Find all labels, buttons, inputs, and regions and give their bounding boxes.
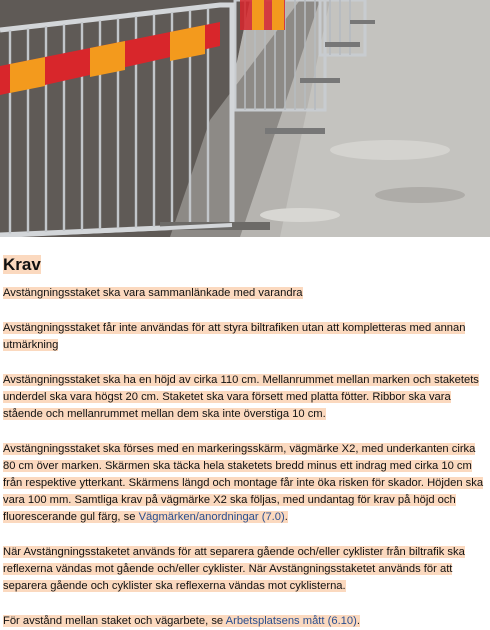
requirement-paragraph: För avstånd mellan staket och vägarbete, se Arbetsplatsens mått (6.10). bbox=[3, 615, 360, 627]
section-heading: Krav bbox=[3, 255, 41, 274]
link-vagmarken-anordningar[interactable]: Vägmärken/anordningar (7.0) bbox=[138, 511, 285, 523]
requirement-paragraph: Avstängningsstaket får inte användas för att styra biltrafiken utan att kompletteras med annan utmärkning bbox=[3, 322, 466, 351]
link-arbetsplatsens-matt[interactable]: Arbetsplatsens mått (6.10) bbox=[225, 615, 357, 627]
fence-illustration-icon bbox=[0, 0, 490, 237]
content bbox=[0, 255, 486, 630]
fence-photo bbox=[0, 0, 490, 237]
requirement-paragraph: När Avstängningsstaketet används för att separera gående och/eller cyklister från biltrafik ska reflexerna vändas mot gående och/eller cyklister. När Avstängningsstaketet används för att separera gående och cyklister ska reflexerna vändas mot cyklisterna. bbox=[3, 546, 465, 592]
requirement-paragraph: Avstängningsstaket ska ha en höjd av cirka 110 cm. Mellanrummet mellan marken och staketets underdel ska vara högst 20 cm. Staketet ska vara försett med platta fötter. Ribbor ska vara stående och mellanrummet mellan dem ska inte överstiga 10 cm. bbox=[3, 374, 479, 420]
requirement-paragraph: Avstängningsstaket ska vara sammanlänkade med varandra bbox=[3, 287, 303, 299]
requirement-paragraph: Avstängningsstaket ska förses med en markeringsskärm, vägmärke X2, med underkanten cirka 80 cm över marken. Skärmen ska täcka hela staketets bredd minus ett indrag med cirka 10 cm från respektive ytterkant. Skärmens längd och montage får inte öka risken för skador. Höjden ska vara 100 mm. Samtliga krav på vägmärke X2 ska följas, med undantag för krav på höjd och fluorescerande gul färg, se Vägmärken/anordningar (7.0). bbox=[3, 443, 484, 523]
